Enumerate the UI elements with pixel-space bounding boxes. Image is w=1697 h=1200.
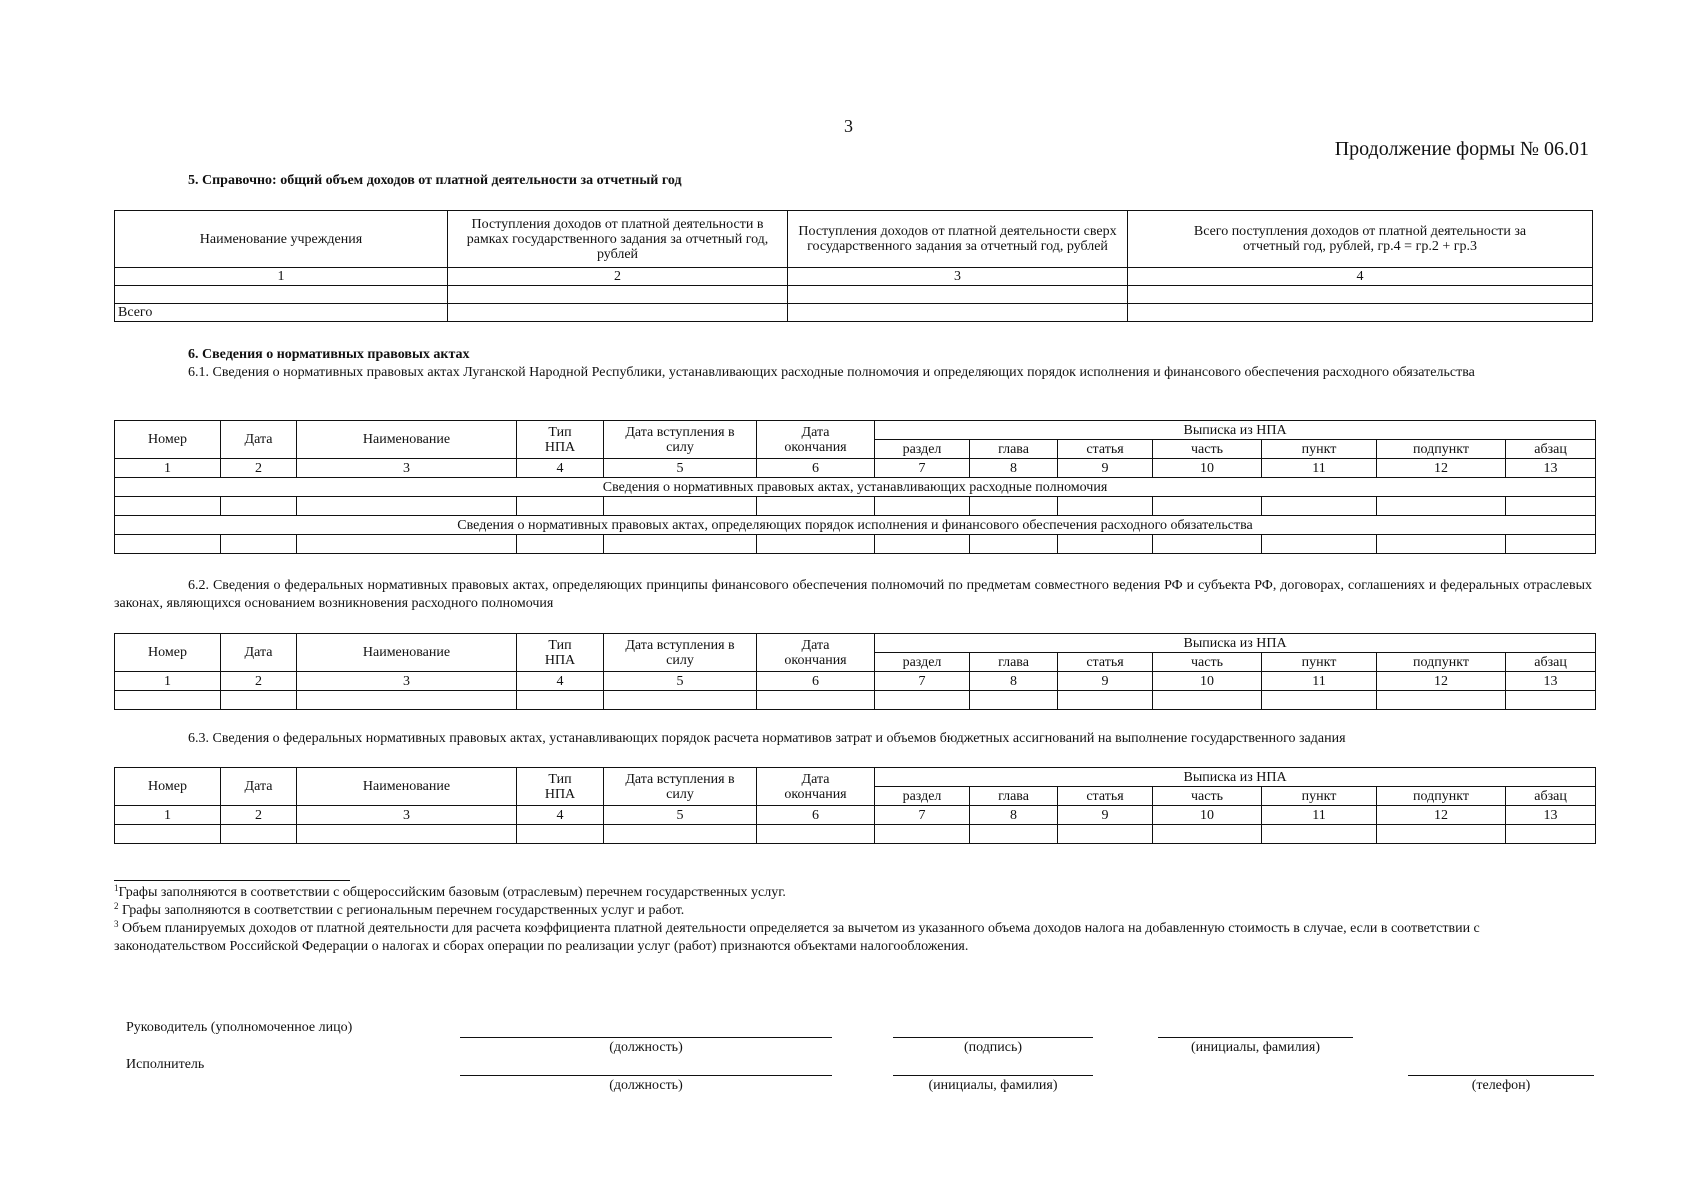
header-end-date-line2: окончания xyxy=(784,652,847,668)
col-number: 10 xyxy=(1153,806,1262,825)
empty-cell[interactable] xyxy=(875,691,970,710)
footnote-2 xyxy=(114,902,1592,920)
col-number: 7 xyxy=(875,806,970,825)
empty-cell[interactable] xyxy=(221,825,297,844)
header-effective-date-line1: Дата вступления в xyxy=(625,637,735,653)
subsection-6-2-text: 6.2. Сведения о федеральных нормативных правовых актах, определяющих принципы финансового обеспечения полномочий по предметам совместного ведения РФ и субъекта РФ, договорах, соглашениях и федеральных отраслевых законах, являющихся основанием возникновения расходного полномочия xyxy=(114,578,1592,611)
head-position-line[interactable] xyxy=(460,1037,832,1038)
col-number: 12 xyxy=(1377,672,1506,691)
empty-cell[interactable] xyxy=(297,691,517,710)
empty-cell[interactable] xyxy=(1262,825,1377,844)
empty-cell[interactable] xyxy=(517,691,604,710)
head-signature-line[interactable] xyxy=(893,1037,1093,1038)
col-number: 1 xyxy=(115,806,221,825)
header-end-date xyxy=(757,421,875,459)
col-number: 3 xyxy=(788,268,1128,286)
header-item: пункт xyxy=(1262,787,1377,806)
empty-cell[interactable] xyxy=(1058,535,1153,554)
header-chapter: глава xyxy=(970,653,1058,672)
empty-cell[interactable] xyxy=(1506,825,1596,844)
head-initials-line[interactable] xyxy=(1158,1037,1353,1038)
header-institution-name: Наименование учреждения xyxy=(115,211,448,268)
header-number: Номер xyxy=(115,768,221,806)
empty-cell[interactable] xyxy=(297,535,517,554)
col-number: 9 xyxy=(1058,806,1153,825)
footnote-text: Объем планируемых доходов от платной деятельности для расчета коэффициента платной деятельности определяется за вычетом из указанного объема доходов налога на добавленную стоимость в случае, если в соответствии с законодательством Российской Федерации о налогах и сборах операции по реализации услуг (работ) признаются объектами налогообложения. xyxy=(114,921,1480,954)
empty-cell[interactable] xyxy=(1377,691,1506,710)
empty-cell[interactable] xyxy=(1153,497,1262,516)
col-number: 3 xyxy=(297,459,517,478)
col-number: 4 xyxy=(517,806,604,825)
empty-cell[interactable] xyxy=(788,304,1128,322)
header-npa-type-line1: Тип xyxy=(548,637,572,653)
section-6-title: 6. Сведения о нормативных правовых актах xyxy=(188,347,470,362)
header-end-date-line1: Дата xyxy=(801,771,830,787)
col-number: 2 xyxy=(221,806,297,825)
empty-cell[interactable] xyxy=(1377,825,1506,844)
col-number: 5 xyxy=(604,806,757,825)
empty-cell[interactable] xyxy=(1128,304,1593,322)
empty-cell[interactable] xyxy=(970,691,1058,710)
col-number: 8 xyxy=(970,672,1058,691)
header-end-date xyxy=(757,634,875,672)
npa-table-6-1 xyxy=(114,420,1596,554)
empty-cell[interactable] xyxy=(517,825,604,844)
empty-cell[interactable] xyxy=(115,825,221,844)
empty-cell[interactable] xyxy=(875,497,970,516)
col-number: 6 xyxy=(757,806,875,825)
total-row xyxy=(115,304,1593,322)
header-subitem: подпункт xyxy=(1377,440,1506,459)
col-number: 13 xyxy=(1506,806,1596,825)
header-number: Номер xyxy=(115,634,221,672)
header-end-date xyxy=(757,768,875,806)
header-npa-type-line2: НПА xyxy=(544,652,576,668)
header-article: статья xyxy=(1058,440,1153,459)
header-effective-date-line2: силу xyxy=(666,439,694,455)
empty-cell[interactable] xyxy=(1058,825,1153,844)
empty-cell[interactable] xyxy=(1377,535,1506,554)
header-chapter: глава xyxy=(970,787,1058,806)
empty-cell[interactable] xyxy=(517,535,604,554)
empty-cell[interactable] xyxy=(1262,535,1377,554)
header-income-in-task: Поступления доходов от платной деятельности в рамках государственного задания за отчетный год, рублей xyxy=(448,211,788,268)
col-number: 7 xyxy=(875,672,970,691)
header-end-date-line1: Дата xyxy=(801,424,830,440)
header-npa-type-line1: Тип xyxy=(548,424,572,440)
col-number: 13 xyxy=(1506,459,1596,478)
col-number: 3 xyxy=(297,672,517,691)
footnote-1 xyxy=(114,884,1592,902)
col-number: 10 xyxy=(1153,459,1262,478)
header-item: пункт xyxy=(1262,653,1377,672)
col-number: 10 xyxy=(1153,672,1262,691)
empty-cell[interactable] xyxy=(1377,497,1506,516)
header-npa-type xyxy=(517,421,604,459)
col-number: 4 xyxy=(1128,268,1593,286)
empty-cell[interactable] xyxy=(970,497,1058,516)
empty-cell[interactable] xyxy=(875,535,970,554)
subsection-6-1-text: 6.1. Сведения о нормативных правовых актах Луганской Народной Республики, устанавливающих расходные полномочия и определяющих порядок исполнения и финансового обеспечения расходного обязательства xyxy=(188,365,1475,380)
col-number: 1 xyxy=(115,268,448,286)
npa-table-6-3 xyxy=(114,767,1596,844)
executor-initials-caption: (инициалы, фамилия) xyxy=(928,1078,1058,1093)
empty-cell[interactable] xyxy=(115,535,221,554)
footnote-text: Графы заполняются в соответствии с региональным перечнем государственных услуг и работ. xyxy=(122,903,685,918)
header-effective-date xyxy=(604,634,757,672)
empty-cell[interactable] xyxy=(1128,286,1593,304)
footnote-marker: 3 xyxy=(114,919,119,929)
col-number: 9 xyxy=(1058,672,1153,691)
executor-label: Исполнитель xyxy=(126,1057,205,1072)
footnote-marker: 2 xyxy=(114,901,119,911)
empty-cell[interactable] xyxy=(1153,691,1262,710)
col-number: 2 xyxy=(221,672,297,691)
empty-cell[interactable] xyxy=(517,497,604,516)
empty-cell[interactable] xyxy=(1506,535,1596,554)
col-number: 7 xyxy=(875,459,970,478)
header-part: часть xyxy=(1153,653,1262,672)
empty-cell[interactable] xyxy=(1153,535,1262,554)
empty-cell[interactable] xyxy=(970,535,1058,554)
header-npa-type-line2: НПА xyxy=(544,786,576,802)
empty-cell[interactable] xyxy=(1262,497,1377,516)
empty-cell[interactable] xyxy=(115,286,448,304)
header-date: Дата xyxy=(221,768,297,806)
empty-cell[interactable] xyxy=(297,497,517,516)
header-effective-date xyxy=(604,421,757,459)
header-npa-extract: Выписка из НПА xyxy=(875,768,1596,787)
header-end-date-line2: окончания xyxy=(784,786,847,802)
empty-cell[interactable] xyxy=(788,286,1128,304)
form-continuation-title: Продолжение формы № 06.01 xyxy=(1334,138,1589,160)
header-section: раздел xyxy=(875,787,970,806)
table-row xyxy=(115,535,1596,554)
empty-cell[interactable] xyxy=(448,304,788,322)
page-number: 3 xyxy=(844,116,853,136)
empty-cell[interactable] xyxy=(1262,691,1377,710)
footnote-separator xyxy=(114,880,350,881)
npa-table-6-2 xyxy=(114,633,1596,710)
header-part: часть xyxy=(1153,440,1262,459)
header-number: Номер xyxy=(115,421,221,459)
header-article: статья xyxy=(1058,787,1153,806)
footnote-marker: 1 xyxy=(114,883,119,893)
header-item: пункт xyxy=(1262,440,1377,459)
col-number: 3 xyxy=(297,806,517,825)
col-number: 1 xyxy=(115,459,221,478)
col-number: 4 xyxy=(517,672,604,691)
col-number: 9 xyxy=(1058,459,1153,478)
empty-cell[interactable] xyxy=(604,825,757,844)
col-number: 4 xyxy=(517,459,604,478)
header-name: Наименование xyxy=(297,421,517,459)
empty-cell[interactable] xyxy=(970,825,1058,844)
header-article: статья xyxy=(1058,653,1153,672)
col-number: 11 xyxy=(1262,459,1377,478)
header-paragraph: абзац xyxy=(1506,653,1596,672)
header-npa-type xyxy=(517,634,604,672)
col-number: 8 xyxy=(970,806,1058,825)
head-signature-caption: (подпись) xyxy=(963,1040,1023,1055)
header-effective-date-line1: Дата вступления в xyxy=(625,771,735,787)
col-number: 12 xyxy=(1377,459,1506,478)
head-initials-caption: (инициалы, фамилия) xyxy=(1190,1040,1321,1055)
empty-cell[interactable] xyxy=(604,497,757,516)
empty-cell[interactable] xyxy=(1506,497,1596,516)
empty-cell[interactable] xyxy=(604,535,757,554)
header-subitem: подпункт xyxy=(1377,653,1506,672)
header-paragraph: абзац xyxy=(1506,440,1596,459)
table-row xyxy=(115,691,1596,710)
header-section: раздел xyxy=(875,653,970,672)
footnote-text: Графы заполняются в соответствии с общероссийским базовым (отраслевым) перечнем государственных услуг. xyxy=(118,885,786,900)
header-effective-date-line2: силу xyxy=(666,652,694,668)
head-position-caption: (должность) xyxy=(609,1040,683,1055)
col-number: 12 xyxy=(1377,806,1506,825)
header-npa-type-line2: НПА xyxy=(544,439,576,455)
header-npa-extract: Выписка из НПА xyxy=(875,634,1596,653)
executor-phone-line[interactable] xyxy=(1408,1075,1594,1076)
executor-phone-caption: (телефон) xyxy=(1471,1078,1531,1093)
empty-cell[interactable] xyxy=(297,825,517,844)
col-number: 6 xyxy=(757,672,875,691)
header-effective-date-line2: силу xyxy=(666,786,694,802)
empty-cell[interactable] xyxy=(115,497,221,516)
header-date: Дата xyxy=(221,634,297,672)
empty-cell[interactable] xyxy=(1506,691,1596,710)
empty-cell[interactable] xyxy=(757,497,875,516)
empty-cell[interactable] xyxy=(757,535,875,554)
empty-cell[interactable] xyxy=(757,691,875,710)
table-row xyxy=(115,497,1596,516)
group-row-powers: Сведения о нормативных правовых актах, устанавливающих расходные полномочия xyxy=(115,478,1596,497)
col-number: 1 xyxy=(115,672,221,691)
header-section: раздел xyxy=(875,440,970,459)
empty-cell[interactable] xyxy=(1153,825,1262,844)
empty-cell[interactable] xyxy=(604,691,757,710)
col-number: 5 xyxy=(604,672,757,691)
empty-cell[interactable] xyxy=(1058,691,1153,710)
empty-cell[interactable] xyxy=(1058,497,1153,516)
col-number: 5 xyxy=(604,459,757,478)
header-npa-extract: Выписка из НПА xyxy=(875,421,1596,440)
empty-cell[interactable] xyxy=(221,691,297,710)
empty-cell[interactable] xyxy=(221,497,297,516)
header-effective-date xyxy=(604,768,757,806)
section-5-title: 5. Справочно: общий объем доходов от платной деятельности за отчетный год xyxy=(188,173,682,188)
header-paragraph: абзац xyxy=(1506,787,1596,806)
col-number: 2 xyxy=(221,459,297,478)
header-npa-type xyxy=(517,768,604,806)
header-name: Наименование xyxy=(297,768,517,806)
group-row-order: Сведения о нормативных правовых актах, определяющих порядок исполнения и финансового обеспечения расходного обязательства xyxy=(115,516,1596,535)
empty-cell[interactable] xyxy=(757,825,875,844)
executor-position-caption: (должность) xyxy=(609,1078,683,1093)
footnote-3 xyxy=(114,920,1592,956)
table-row xyxy=(115,286,1593,304)
empty-cell[interactable] xyxy=(221,535,297,554)
subsection-6-3-text: 6.3. Сведения о федеральных нормативных правовых актах, устанавливающих порядок расчета нормативов затрат и объемов бюджетных ассигнований на выполнение государственного задания xyxy=(188,731,1346,746)
executor-position-line[interactable] xyxy=(460,1075,832,1076)
head-label: Руководитель (уполномоченное лицо) xyxy=(126,1020,353,1035)
col-number: 8 xyxy=(970,459,1058,478)
table-row xyxy=(115,825,1596,844)
empty-cell[interactable] xyxy=(115,691,221,710)
empty-cell[interactable] xyxy=(448,286,788,304)
col-number: 11 xyxy=(1262,672,1377,691)
header-subitem: подпункт xyxy=(1377,787,1506,806)
header-date: Дата xyxy=(221,421,297,459)
empty-cell[interactable] xyxy=(875,825,970,844)
header-income-total: Всего поступления доходов от платной деятельности за отчетный год, рублей, гр.4 = гр.2 + гр.3 xyxy=(1128,211,1593,268)
header-effective-date-line1: Дата вступления в xyxy=(625,424,735,440)
header-chapter: глава xyxy=(970,440,1058,459)
header-name: Наименование xyxy=(297,634,517,672)
header-npa-type-line1: Тип xyxy=(548,771,572,787)
header-end-date-line1: Дата xyxy=(801,637,830,653)
header-end-date-line2: окончания xyxy=(784,439,847,455)
total-label: Всего xyxy=(115,304,448,322)
income-table xyxy=(114,210,1593,322)
header-part: часть xyxy=(1153,787,1262,806)
header-income-over-task: Поступления доходов от платной деятельности сверх государственного задания за отчетный год, рублей xyxy=(788,211,1128,268)
col-number: 13 xyxy=(1506,672,1596,691)
col-number: 2 xyxy=(448,268,788,286)
executor-initials-line[interactable] xyxy=(893,1075,1093,1076)
col-number: 6 xyxy=(757,459,875,478)
col-number: 11 xyxy=(1262,806,1377,825)
